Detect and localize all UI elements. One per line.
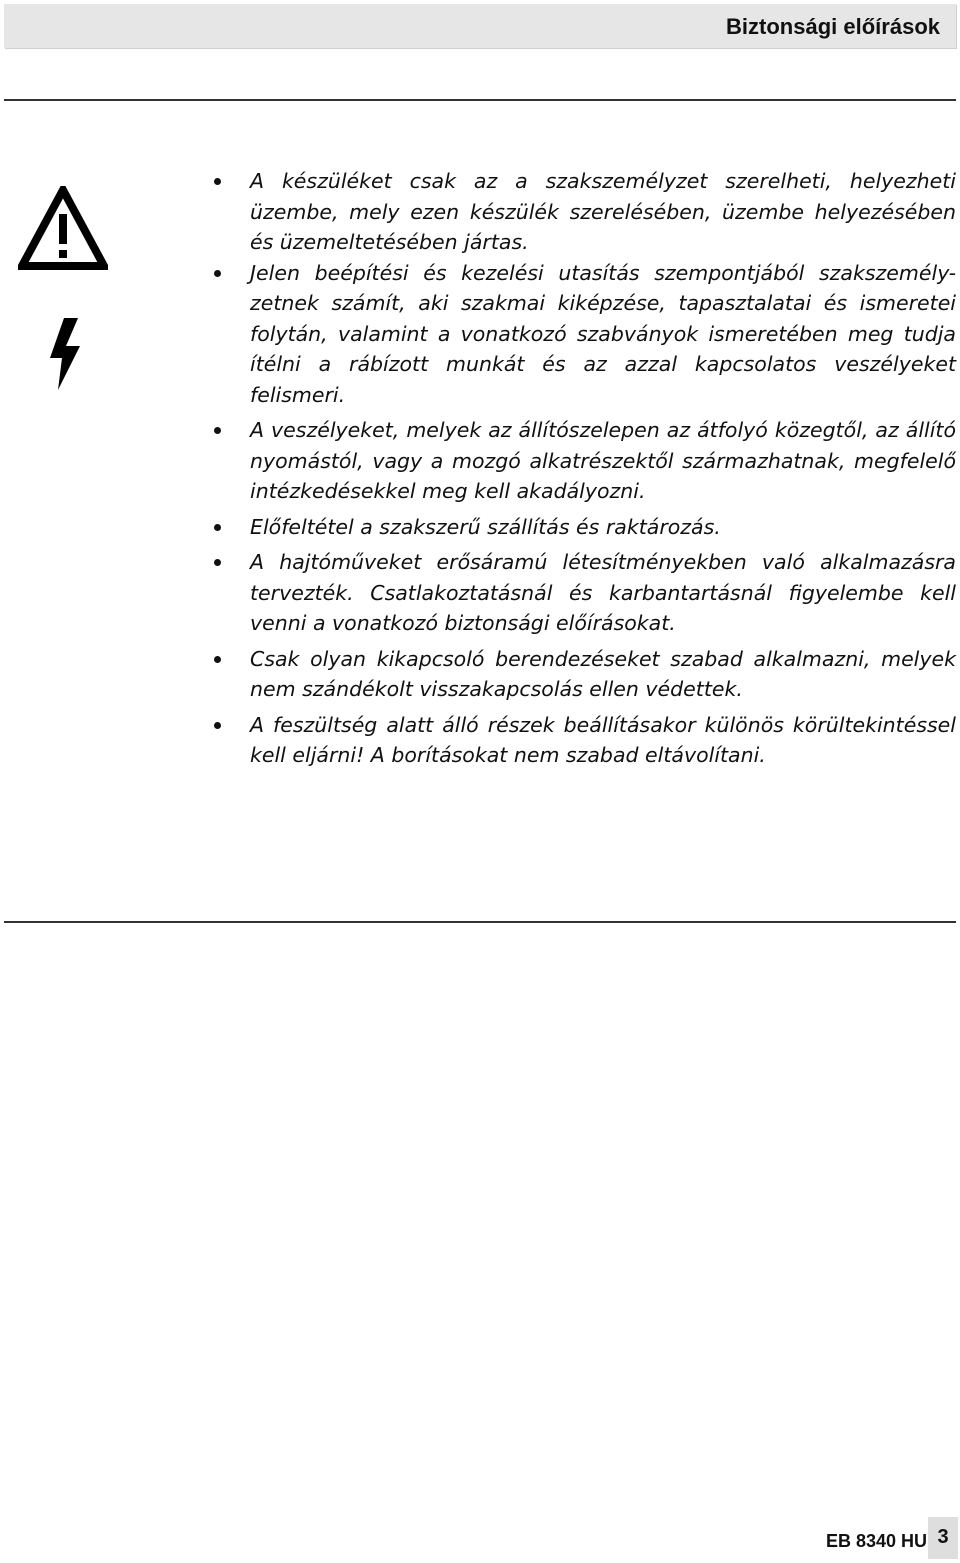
content-divider bbox=[4, 921, 956, 923]
high-voltage-icon bbox=[44, 316, 86, 392]
document-code: EB 8340 HU bbox=[826, 1531, 928, 1551]
list-item: A készüléket csak az a szakszemélyzet szerelheti, helyezheti üzembe, mely ezen készülék szerelésében, üzembe helyezésében és üzemeltetésében jártas. bbox=[210, 166, 956, 258]
list-item: A feszültség alatt álló részek beállításakor különös körültekintéssel kell eljárni! A borításokat nem szabad eltávolítani. bbox=[210, 710, 956, 771]
header-bar bbox=[4, 4, 956, 48]
list-item: A veszélyeket, melyek az állítószelepen az átfolyó közegtől, az állító nyomástól, vagy a mozgó alkatrészektől származhatnak, megfelelő intézkedésekkel meg kell akadályozni. bbox=[210, 415, 956, 507]
list-item: Jelen beépítési és kezelési utasítás szempontjából szakszemély-zetnek számít, aki szakmai kiképzése, tapasztalatai és ismeretei folytán, valamint a vonatkozó szabványok ismeretében meg tudja ítélni a rábízott munkát és az azzal kapcsolatos veszélyeket felismeri. bbox=[210, 258, 956, 411]
list-item: A hajtóműveket erősáramú létesítményekben való alkalmazásra tervezték. Csatlakoztatásnál és karbantartásnál figyelembe kell venni a vonatkozó biztonsági előírásokat. bbox=[210, 547, 956, 639]
safety-list bbox=[210, 166, 956, 776]
page-number: 3 bbox=[928, 1517, 958, 1559]
list-item: Csak olyan kikapcsoló berendezéseket szabad alkalmazni, melyek nem szándékolt visszakapcsolás ellen védettek. bbox=[210, 644, 956, 705]
page-title: Biztonsági előírások bbox=[726, 14, 940, 39]
warning-triangle-icon bbox=[18, 186, 108, 270]
list-item: Előfeltétel a szakszerű szállítás és raktározás. bbox=[210, 512, 956, 543]
header-divider bbox=[4, 99, 956, 101]
